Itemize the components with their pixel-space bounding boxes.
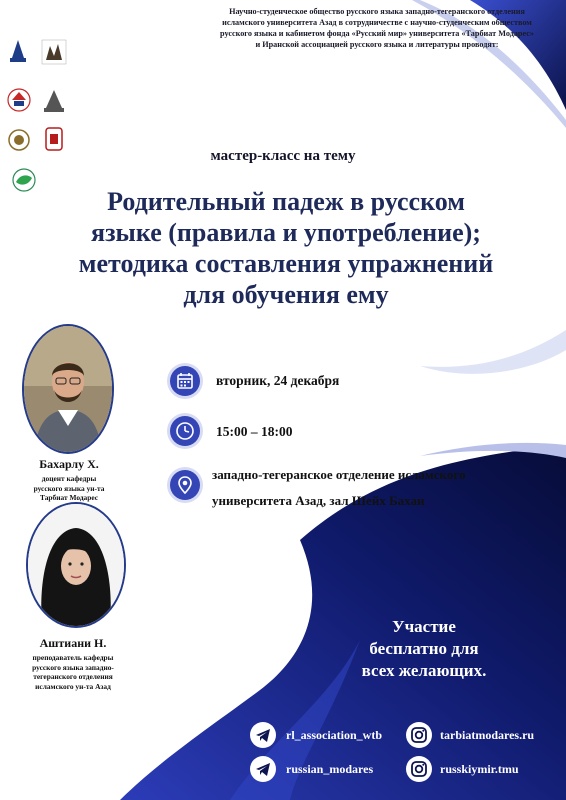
- speaker-role-line: тегеранского отделения: [33, 672, 113, 681]
- participation-line: всех желающих.: [361, 661, 487, 680]
- speaker-role-line: Тарбиат Модарес: [39, 493, 99, 502]
- speaker-role-line: преподаватель кафедры: [32, 653, 114, 662]
- instagram-icon: [406, 756, 432, 782]
- title-line: для обучения ему: [183, 280, 389, 309]
- speaker-role: [14, 474, 124, 503]
- speaker-photo: [24, 326, 112, 452]
- instagram-icon: [406, 722, 432, 748]
- speaker-role: [14, 653, 132, 691]
- event-title: [56, 186, 516, 310]
- organizers-header: [196, 6, 558, 50]
- event-location: [212, 462, 465, 514]
- calendar-icon: [170, 366, 200, 396]
- location-line: университета Азад, зал Шейх Бахаи: [212, 493, 425, 508]
- title-line: Родительный падеж в русском: [107, 187, 465, 216]
- speaker-role-line: русского языка западно-: [32, 662, 114, 672]
- location-line: западно-тегеранское отделение исламского: [212, 467, 466, 482]
- speaker-role-line: исламского ун-та Азад: [35, 681, 111, 691]
- title-line: методика составления упражнений: [78, 249, 494, 278]
- speaker-role-line: доцент кафедры: [41, 474, 97, 483]
- speaker-name: Бахарлу Х.: [39, 457, 99, 471]
- speaker-name: Аштиани Н.: [39, 636, 107, 650]
- event-date: вторник, 24 декабря: [216, 373, 340, 388]
- header-line: Научно-студенческое общество русского языка западно-тегеранского отделения: [229, 7, 525, 16]
- partner-logos: [4, 36, 74, 196]
- tarbiat-modares-logo: [9, 130, 29, 150]
- location-pin-icon: [170, 470, 200, 500]
- participation-note: [344, 616, 504, 682]
- green-leaf-logo: [13, 169, 35, 191]
- instagram-link[interactable]: russkiymir.tmu: [440, 762, 519, 776]
- azad-university-logo: [10, 40, 26, 62]
- title-line: языке (правила и употребление);: [91, 218, 481, 247]
- speaker-photo: [28, 504, 124, 626]
- header-line: и Иранской ассоциацией русского языка и литературы проводят:: [255, 40, 499, 49]
- participation-line: Участие: [392, 617, 456, 636]
- speaker-role-line: русского языка ун-та: [33, 483, 105, 493]
- university-building-logo: [44, 90, 64, 112]
- event-time: 15:00 – 18:00: [216, 424, 293, 439]
- russkiy-mir-logo: [42, 40, 66, 64]
- telegram-link[interactable]: russian_modares: [286, 762, 374, 776]
- telegram-icon: [250, 722, 276, 748]
- clock-icon: [170, 416, 200, 446]
- participation-line: бесплатно для: [369, 639, 479, 658]
- header-line: исламского университета Азад в сотрудничестве с научно-студенческим обществом: [222, 18, 532, 27]
- red-emblem-logo: [46, 128, 62, 150]
- masterclass-subtitle: мастер-класс на тему: [210, 148, 356, 164]
- telegram-icon: [250, 756, 276, 782]
- header-line: русского языка и кабинетом фонда «Русский мир» университета «Тарбиат Модарес»: [220, 29, 534, 38]
- telegram-link[interactable]: rl_association_wtb: [286, 728, 382, 742]
- instagram-link[interactable]: tarbiatmodares.ru: [440, 728, 535, 742]
- association-logo: [8, 89, 30, 111]
